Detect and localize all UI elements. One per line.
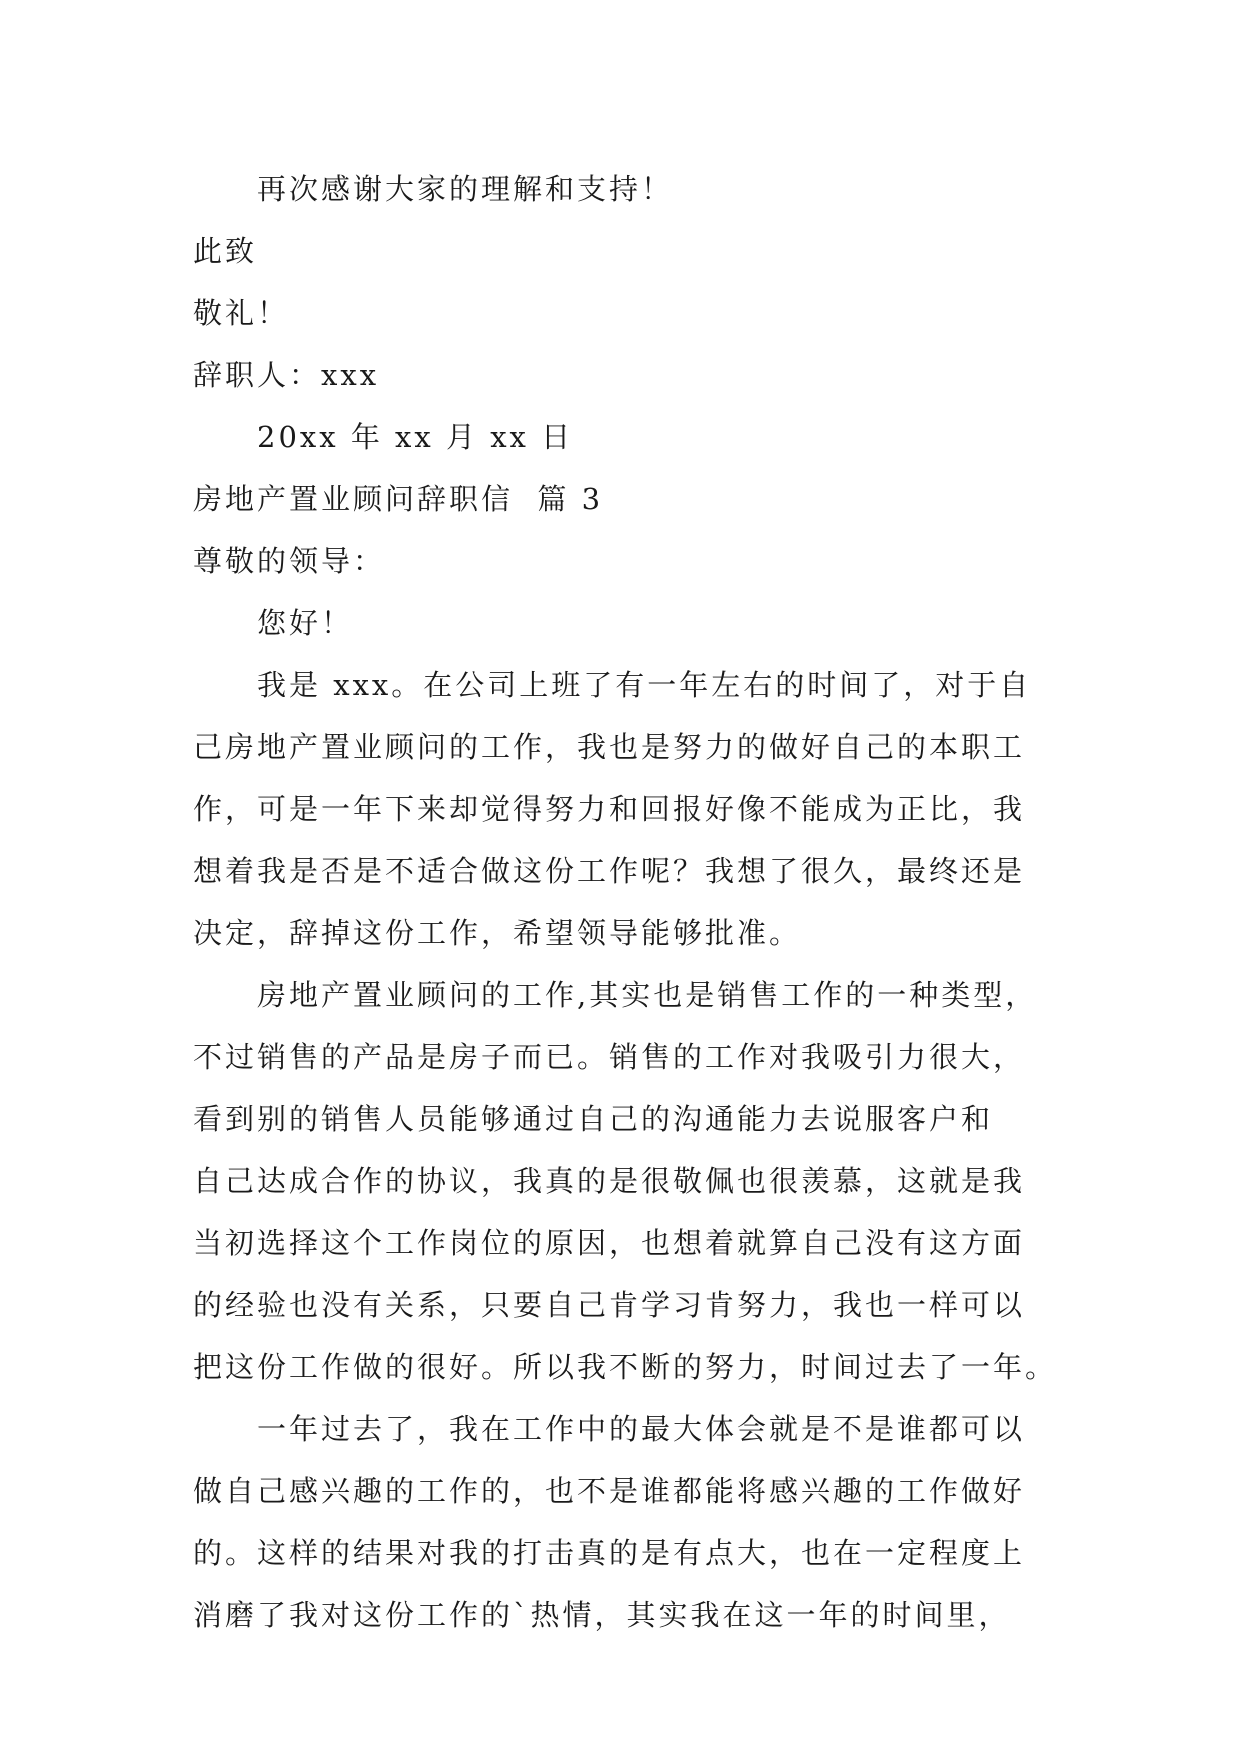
paragraph-line: 作，可是一年下来却觉得努力和回报好像不能成为正比，我 bbox=[193, 792, 1026, 826]
document-body bbox=[193, 158, 1058, 1646]
paragraph-line: 的经验也没有关系，只要自己肯学习肯努力，我也一样可以 bbox=[193, 1288, 1026, 1322]
paragraph-line: 想着我是否是不适合做这份工作呢？我想了很久，最终还是 bbox=[193, 854, 1026, 888]
paragraph-line: 一年过去了，我在工作中的最大体会就是不是谁都可以 bbox=[257, 1412, 1026, 1446]
paragraph-3 bbox=[193, 1398, 1053, 1646]
closing-thanks: 再次感谢大家的理解和支持！ bbox=[257, 172, 674, 206]
paragraph-line: 当初选择这个工作岗位的原因，也想着就算自己没有这方面 bbox=[193, 1226, 1026, 1260]
paragraph-line: 消磨了我对这份工作的`热情，其实我在这一年的时间里， bbox=[193, 1598, 1011, 1632]
letter-greeting: 尊敬的领导： bbox=[193, 544, 386, 578]
closing-salutation-1: 此致 bbox=[193, 234, 258, 268]
paragraph-2 bbox=[193, 964, 1058, 1398]
closing-salutation-2: 敬礼！ bbox=[193, 296, 290, 330]
letter-date: 20xx 年 xx 月 xx 日 bbox=[257, 420, 574, 454]
paragraph-line: 把这份工作做的很好。所以我不断的努力，时间过去了一年。 bbox=[193, 1350, 1058, 1384]
paragraph-line: 不过销售的产品是房子而已。销售的工作对我吸引力很大， bbox=[193, 1040, 1026, 1074]
paragraph-line: 己房地产置业顾问的工作，我也是努力的做好自己的本职工 bbox=[193, 730, 1026, 764]
paragraph-1 bbox=[193, 654, 1053, 964]
paragraph-line: 房地产置业顾问的工作,其实也是销售工作的一种类型， bbox=[257, 978, 1038, 1012]
paragraph-line: 我是 xxx。在公司上班了有一年左右的时间了，对于自 bbox=[257, 668, 1032, 702]
section-title: 房地产置业顾问辞职信 篇 3 bbox=[193, 482, 604, 516]
paragraph-line: 决定，辞掉这份工作，希望领导能够批准。 bbox=[193, 916, 802, 950]
paragraph-line: 的。这样的结果对我的打击真的是有点大，也在一定程度上 bbox=[193, 1536, 1026, 1570]
letter-hello: 您好！ bbox=[257, 606, 354, 640]
paragraph-line: 看到别的销售人员能够通过自己的沟通能力去说服客户和 bbox=[193, 1102, 994, 1136]
signer-name: 辞职人：xxx bbox=[193, 358, 380, 392]
paragraph-line: 做自己感兴趣的工作的，也不是谁都能将感兴趣的工作做好 bbox=[193, 1474, 1026, 1508]
paragraph-line: 自己达成合作的协议，我真的是很敬佩也很羡慕，这就是我 bbox=[193, 1164, 1026, 1198]
